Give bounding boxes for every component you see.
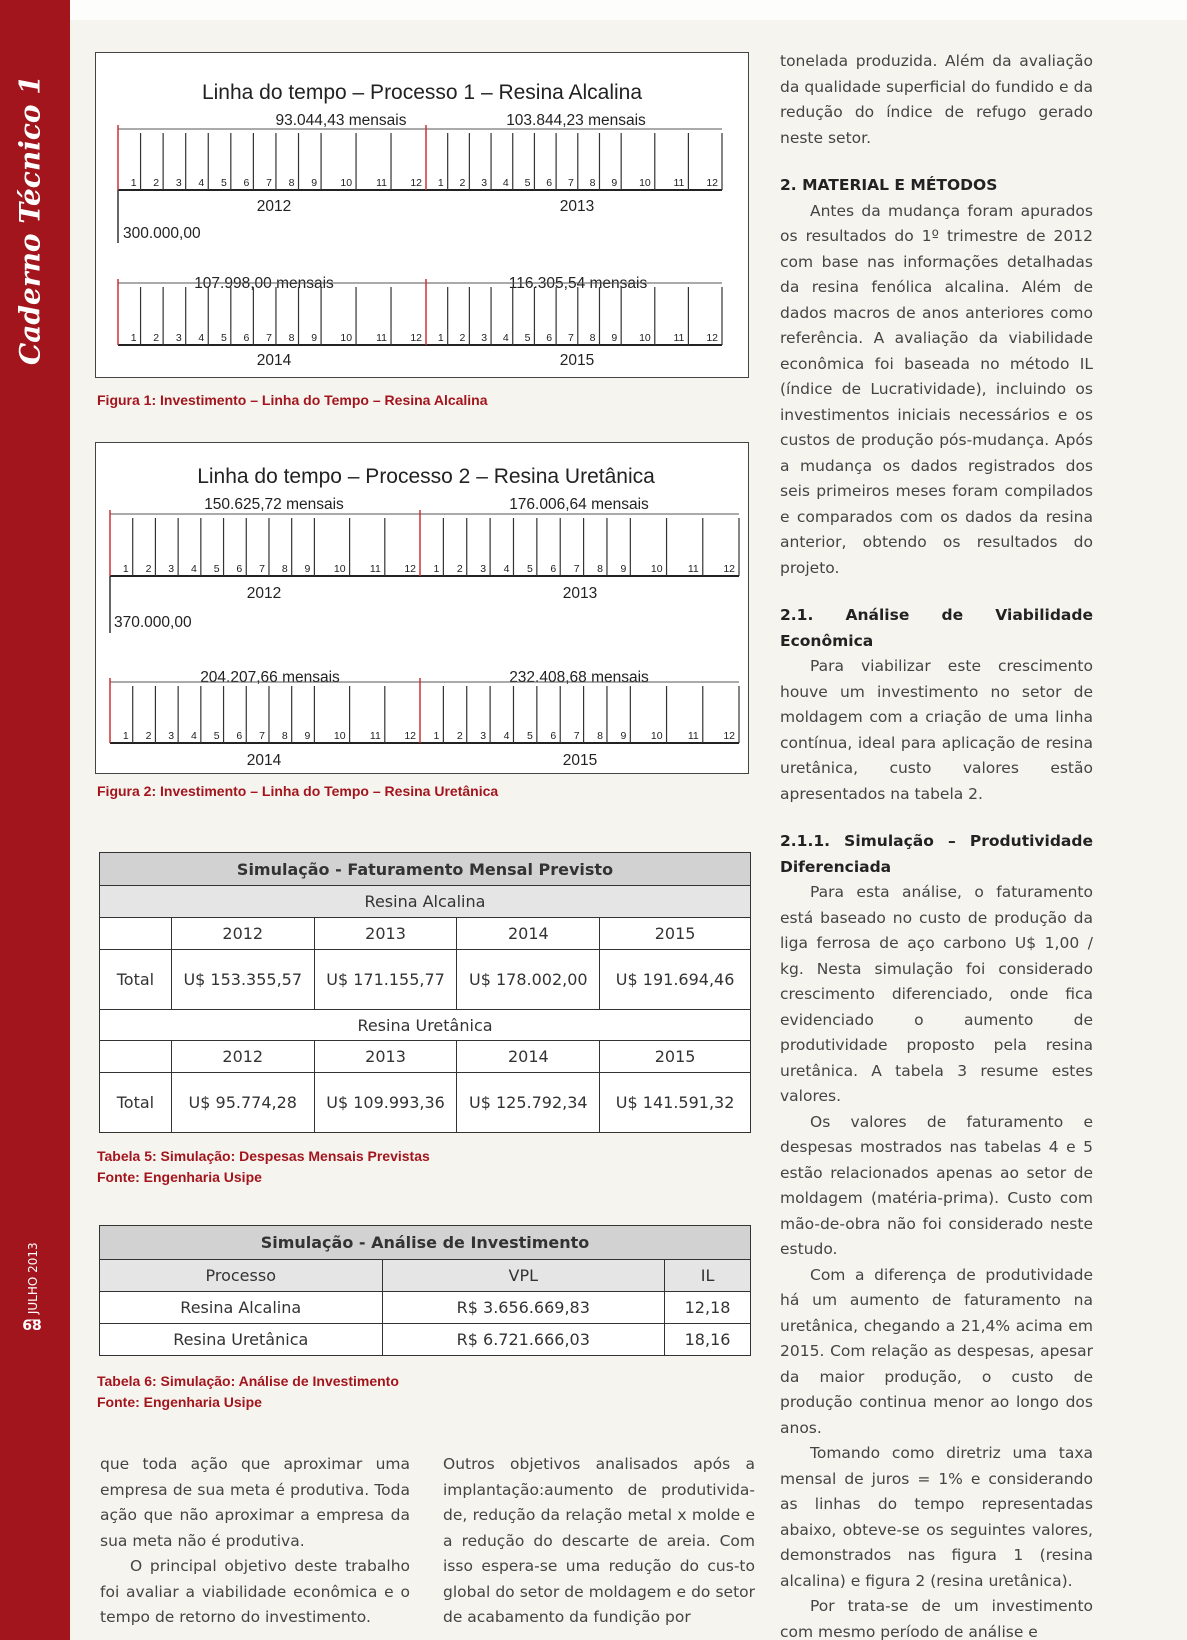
bottom-timeline — [110, 678, 739, 743]
table-row — [100, 950, 751, 1010]
top-left-value: 93.044,43 mensais — [275, 112, 407, 129]
month-label: 8 — [288, 332, 295, 344]
top-strip — [70, 0, 1187, 20]
year-2014: 2014 — [256, 352, 292, 369]
month-label: 12 — [410, 332, 422, 344]
section-title: Caderno Técnico 1 — [13, 75, 47, 365]
month-label: 5 — [524, 332, 531, 344]
month-label: 3 — [168, 563, 175, 575]
month-label: 7 — [266, 177, 272, 189]
year-cell: 2015 — [600, 1041, 751, 1073]
body-column-right — [780, 49, 1093, 1640]
year-cell: 2015 — [600, 918, 751, 950]
month-label: 2 — [459, 177, 466, 189]
month-label: 1 — [130, 332, 137, 344]
month-label: 11 — [673, 177, 685, 189]
caption-source: Fonte: Engenharia Usipe — [97, 1394, 262, 1410]
month-label: 9 — [611, 332, 618, 344]
paragraph: Outros objetivos analisados após a implantação:aumento de produtivida-de, redução da relação metal x molde e a redução do descarte de areia. Com isso espera-se uma redução do cus-to global do setor de moldagem e do setor de acabamento da fundição por — [443, 1455, 755, 1626]
month-label: 5 — [527, 563, 533, 575]
issue-date: | JULHO 2013 — [26, 1242, 40, 1322]
caption-title: Tabela 6: Simulação: Análise de Investimento — [97, 1373, 399, 1389]
bottom-left-value: 204.207,66 mensais — [200, 669, 340, 686]
table-row — [100, 918, 751, 950]
header-cell: Processo — [100, 1260, 383, 1292]
month-label: 12 — [706, 177, 718, 189]
value-cell: U$ 95.774,28 — [171, 1073, 314, 1133]
month-label: 5 — [213, 730, 220, 742]
paragraph: que toda ação que aproximar uma empresa de sua meta é produtiva. Toda ação que não aproximar a empresa da sua meta não é produtiva. — [100, 1455, 410, 1550]
year-cell: 2014 — [457, 1041, 600, 1073]
section-alcalina: Resina Alcalina — [100, 886, 751, 918]
month-label: 4 — [190, 730, 197, 742]
year-cell: 2012 — [171, 1041, 314, 1073]
vpl-cell: R$ 3.656.669,83 — [382, 1292, 665, 1324]
month-label: 10 — [340, 332, 353, 344]
table-5-caption — [97, 1146, 430, 1188]
month-label: 10 — [639, 177, 651, 189]
month-label: 10 — [639, 332, 651, 344]
month-label: 11 — [687, 730, 699, 742]
month-label: 8 — [281, 563, 288, 575]
month-label: 2 — [145, 563, 152, 575]
year-cell: 2013 — [314, 918, 457, 950]
month-label: 10 — [650, 730, 663, 742]
month-label: 1 — [433, 563, 440, 575]
month-label: 12 — [706, 332, 718, 344]
month-label: 4 — [503, 563, 510, 575]
section-heading: 2.1.1. Simulação – Produtividade Diferenciada — [780, 832, 1093, 876]
timeline-svg — [96, 443, 747, 772]
month-label: 4 — [198, 177, 205, 189]
value-cell: U$ 171.155,77 — [314, 950, 457, 1010]
table-header-row — [100, 1260, 751, 1292]
year-2014: 2014 — [246, 752, 282, 769]
month-label: 1 — [130, 177, 137, 189]
table-row — [100, 1073, 751, 1133]
month-label: 1 — [437, 177, 444, 189]
figure-2-caption: Figura 2: Investimento – Linha do Tempo – Resina Uretânica — [97, 783, 499, 799]
month-label: 10 — [333, 730, 346, 742]
paragraph: Por trata-se de um investimento com mesmo período de análise e — [780, 1597, 1093, 1640]
month-label: 9 — [620, 730, 627, 742]
year-cell: 2014 — [457, 918, 600, 950]
year-2013: 2013 — [562, 585, 598, 602]
year-2015: 2015 — [559, 352, 595, 369]
month-label: 11 — [376, 332, 388, 344]
month-label: 3 — [175, 332, 182, 344]
month-label: 6 — [243, 177, 250, 189]
value-cell: U$ 141.591,32 — [600, 1073, 751, 1133]
timeline-svg — [96, 53, 747, 376]
month-label: 4 — [503, 730, 510, 742]
month-label: 11 — [376, 177, 388, 189]
timeline-title: Linha do tempo – Processo 2 – Resina Uretânica — [197, 465, 655, 488]
month-label: 12 — [410, 177, 422, 189]
month-label: 3 — [480, 563, 487, 575]
sidebar — [0, 0, 70, 1640]
figure-1-timeline — [95, 52, 749, 378]
bottom-right-value: 116.305,54 mensais — [508, 275, 648, 292]
investment-value: 370.000,00 — [114, 614, 192, 631]
value-cell: U$ 178.002,00 — [457, 950, 600, 1010]
month-label: 9 — [311, 177, 318, 189]
table-6 — [99, 1225, 751, 1356]
value-cell: U$ 125.792,34 — [457, 1073, 600, 1133]
page-number: 68 — [22, 1318, 42, 1334]
month-label: 7 — [567, 332, 574, 344]
month-label: 1 — [437, 332, 444, 344]
vpl-cell: R$ 6.721.666,03 — [382, 1324, 665, 1356]
month-label: 4 — [190, 563, 197, 575]
month-label: 6 — [236, 730, 243, 742]
section-heading: 2.1. Análise de Viabilidade Econômica — [780, 606, 1093, 650]
month-label: 5 — [220, 177, 227, 189]
header-cell: VPL — [382, 1260, 665, 1292]
month-label: 2 — [153, 332, 160, 344]
month-label: 6 — [243, 332, 250, 344]
month-label: 9 — [304, 563, 311, 575]
month-label: 10 — [340, 177, 353, 189]
table-row — [100, 1292, 751, 1324]
paragraph: Com a diferença de produtividade há um aumento de faturamento na uretânica, chegando a 21,4% acima em 2015. Com relação as despesas, apesar da maior produção, o custo de produção continua menor ao longo dos anos. — [780, 1265, 1093, 1437]
month-label: 3 — [168, 730, 175, 742]
paragraph: Tomando como diretriz uma taxa mensal de juros = 1% e considerando as linhas do tempo representadas abaixo, obteve-se os seguintes valores, demonstrados nas figura 1 (resina alcalina) e figura 2 (resina uretânica). — [780, 1444, 1093, 1590]
month-label: 7 — [259, 730, 265, 742]
month-label: 1 — [122, 563, 129, 575]
investment-value: 300.000,00 — [123, 225, 201, 242]
empty-cell — [100, 1041, 172, 1073]
month-label: 6 — [236, 563, 243, 575]
timeline-title: Linha do tempo – Processo 1 – Resina Alcalina — [201, 81, 643, 104]
row-label: Total — [100, 1073, 172, 1133]
month-label: 9 — [304, 730, 311, 742]
il-cell: 18,16 — [665, 1324, 751, 1356]
section-uretanica: Resina Uretânica — [100, 1010, 751, 1041]
month-label: 8 — [597, 563, 603, 575]
paragraph: Para esta análise, o faturamento está baseado no custo de produção da liga ferrosa de aço carbono U$ 1,00 / kg. Nesta simulação foi considerado crescimento diferenciado, onde fica evidenciado o aumento de produtividade proposto pela resina uretânica. A tabela 3 resume estes valores. — [780, 883, 1093, 1105]
month-label: 6 — [550, 730, 557, 742]
table-title: Simulação - Análise de Investimento — [100, 1226, 751, 1260]
empty-cell — [100, 918, 172, 950]
month-label: 2 — [153, 177, 160, 189]
month-label: 2 — [456, 563, 463, 575]
month-label: 8 — [288, 177, 295, 189]
top-timeline — [110, 510, 739, 576]
process-cell: Resina Uretânica — [100, 1324, 383, 1356]
paragraph: tonelada produzida. Além da avaliação da qualidade superficial do fundido e da redução do índice de refugo gerado neste setor. — [780, 52, 1093, 147]
top-right-value: 103.844,23 mensais — [506, 112, 646, 129]
year-2013: 2013 — [559, 198, 595, 215]
table-title: Simulação - Faturamento Mensal Previsto — [100, 853, 751, 886]
month-label: 12 — [404, 563, 416, 575]
bottom-left-value: 107.998,00 mensais — [194, 275, 334, 292]
table-row — [100, 1324, 751, 1356]
month-label: 6 — [546, 332, 553, 344]
month-label: 5 — [527, 730, 533, 742]
month-label: 9 — [620, 563, 627, 575]
month-label: 7 — [266, 332, 272, 344]
section-heading: 2. MATERIAL E MÉTODOS — [780, 176, 998, 194]
process-cell: Resina Alcalina — [100, 1292, 383, 1324]
header-cell: IL — [665, 1260, 751, 1292]
month-label: 11 — [369, 730, 381, 742]
body-column-middle — [443, 1452, 755, 1631]
top-timeline — [118, 125, 722, 190]
row-label: Total — [100, 950, 172, 1010]
value-cell: U$ 109.993,36 — [314, 1073, 457, 1133]
top-left-value: 150.625,72 mensais — [204, 496, 344, 513]
caption-source: Fonte: Engenharia Usipe — [97, 1169, 262, 1185]
bottom-right-value: 232.408,68 mensais — [509, 669, 649, 686]
month-label: 2 — [145, 730, 152, 742]
month-label: 5 — [524, 177, 531, 189]
table-row — [100, 1041, 751, 1073]
month-label: 10 — [333, 563, 346, 575]
month-label: 9 — [311, 332, 318, 344]
month-label: 3 — [481, 332, 488, 344]
year-cell: 2012 — [171, 918, 314, 950]
month-label: 7 — [259, 563, 265, 575]
figure-2-timeline — [95, 442, 749, 774]
month-label: 10 — [650, 563, 663, 575]
year-2012: 2012 — [246, 585, 282, 602]
top-right-value: 176.006,64 mensais — [509, 496, 649, 513]
paragraph: Para viabilizar este crescimento houve um investimento no setor de moldagem com a criação de uma linha contínua, ideal para aplicação de resina uretânica, custo valores estão apresentados na tabela 2. — [780, 657, 1093, 803]
month-label: 12 — [404, 730, 416, 742]
year-2012: 2012 — [256, 198, 292, 215]
month-label: 3 — [480, 730, 487, 742]
month-label: 4 — [502, 332, 509, 344]
month-label: 11 — [673, 332, 685, 344]
month-label: 7 — [567, 177, 574, 189]
month-label: 7 — [573, 563, 580, 575]
month-label: 12 — [723, 730, 735, 742]
month-label: 2 — [459, 332, 466, 344]
value-cell: U$ 153.355,57 — [171, 950, 314, 1010]
table-5 — [99, 852, 751, 1133]
month-label: 4 — [502, 177, 509, 189]
month-label: 8 — [597, 730, 603, 742]
month-label: 8 — [589, 332, 596, 344]
value-cell: U$ 191.694,46 — [600, 950, 751, 1010]
body-column-left — [100, 1452, 410, 1631]
month-label: 11 — [687, 563, 699, 575]
year-cell: 2013 — [314, 1041, 457, 1073]
caption-title: Tabela 5: Simulação: Despesas Mensais Previstas — [97, 1148, 430, 1164]
month-label: 3 — [481, 177, 488, 189]
figure-1-caption: Figura 1: Investimento – Linha do Tempo – Resina Alcalina — [97, 392, 488, 408]
month-label: 1 — [433, 730, 440, 742]
paragraph: Antes da mudança foram apurados os resultados do 1º trimestre de 2012 com base nas informações detalhadas da resina fenólica alcalina. Além de dados macros de anos anteriores como referência. A avaliação da viabilidade econômica foi baseada no método IL (índice de Lucratividade), incluindo os investimentos iniciais necessários e os custos de produção pós-mudança. Após a mudança os dados registrados dos seis primeiros meses foram compilados e comparados com os dados da resina anterior, obtendo os resultados do projeto. — [780, 201, 1093, 577]
month-label: 5 — [220, 332, 227, 344]
month-label: 6 — [550, 563, 557, 575]
month-label: 5 — [213, 563, 220, 575]
month-label: 7 — [573, 730, 580, 742]
month-label: 11 — [369, 563, 381, 575]
il-cell: 12,18 — [665, 1292, 751, 1324]
month-label: 3 — [175, 177, 182, 189]
table-6-caption — [97, 1371, 399, 1413]
paragraph: O principal objetivo deste trabalho foi avaliar a viabilidade econômica e o tempo de retorno do investimento. — [100, 1557, 410, 1626]
month-label: 8 — [281, 730, 288, 742]
month-label: 2 — [456, 730, 463, 742]
month-label: 12 — [723, 563, 735, 575]
year-2015: 2015 — [562, 752, 598, 769]
month-label: 1 — [122, 730, 129, 742]
month-label: 4 — [198, 332, 205, 344]
month-label: 8 — [589, 177, 596, 189]
paragraph: Os valores de faturamento e despesas mostrados nas tabelas 4 e 5 estão relacionados apenas ao setor de moldagem (matéria-prima). Custo com mão-de-obra não foi considerado neste estudo. — [780, 1112, 1093, 1258]
month-label: 6 — [546, 177, 553, 189]
month-label: 9 — [611, 177, 618, 189]
